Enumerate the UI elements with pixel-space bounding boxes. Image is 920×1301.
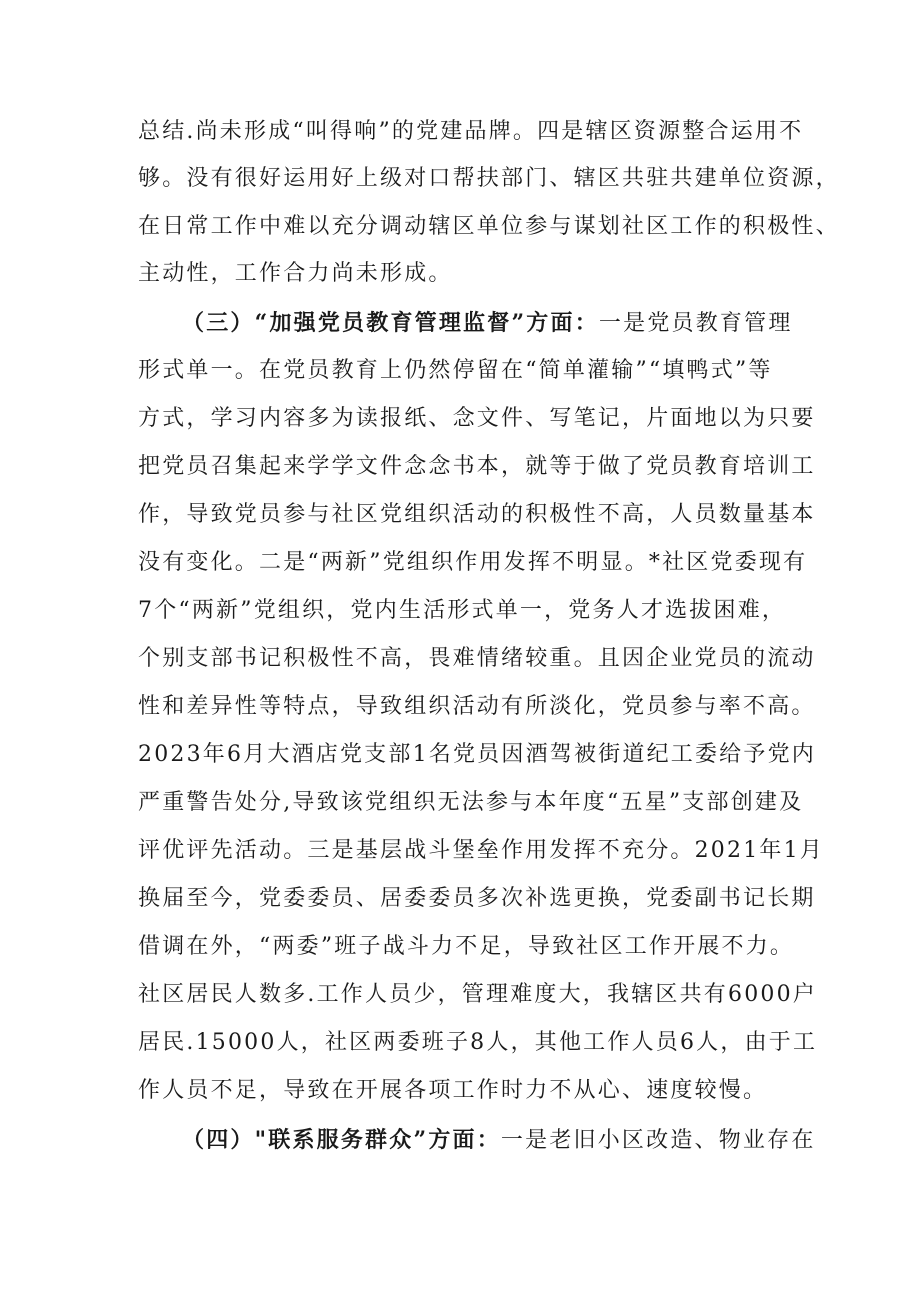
text-line [138,932,798,962]
section-heading: （三）“加强党员教育管理监督”方面： [182,310,599,336]
text-run: 7个“两新”党组织，党内生活形式单一，党务人才选拔困难， [138,598,787,623]
text-line [138,548,808,578]
text-line [138,788,804,818]
text-line [138,404,816,434]
text-line [138,836,824,866]
text-line [138,452,816,482]
text-line [138,884,816,914]
text-line [182,1125,816,1155]
text-line [138,596,798,626]
text-run: 严重警告处分,导致该党组织无法参与本年度“五星”支部创建及 [138,790,804,815]
text-line [138,259,798,289]
text-run: 2023年6月大酒店党支部1名党员因酒驾被街道纪工委给予党内 [138,742,816,767]
text-line [138,212,840,242]
text-line [138,356,798,386]
text-line [138,692,816,722]
text-run: 个别支部书记积极性不高，畏难情绪较重。且因企业党员的流动 [138,646,816,671]
text-run: 形式单一。在党员教育上仍然停留在“简单灌输”“填鸭式”等 [138,358,773,383]
text-line [138,500,816,530]
text-run: 够。没有很好运用好上级对口帮扶部门、辖区共驻共建单位资源， [138,166,840,191]
text-run: 在日常工作中难以充分调动辖区单位参与谋划社区工作的积极性、 [138,214,840,239]
text-run: 作，导致党员参与社区党组织活动的积极性不高，人员数量基本 [138,502,816,527]
text-run: 社区居民人数多.工作人员少，管理难度大，我辖区共有6000户 [138,982,817,1007]
text-line [138,1028,818,1058]
text-run: 评优评先活动。三是基层战斗堡垒作用发挥不充分。2021年1月 [138,838,824,863]
text-run: 性和差异性等特点，导致组织活动有所淡化，党员参与率不高。 [138,694,816,719]
text-line [138,1076,798,1106]
text-line [138,117,804,147]
text-run: 借调在外，“两委”班子战斗力不足，导致社区工作开展不力。 [138,934,795,959]
text-run: 一是老旧小区改造、物业存在 [500,1128,816,1153]
text-run: 作人员不足，导致在开展各项工作时力不从心、速度较慢。 [138,1078,768,1103]
text-run: 没有变化。二是“两新”党组织作用发挥不明显。*社区党委现有 [138,550,808,575]
text-line [138,164,840,194]
text-run: 一是党员教育管理 [598,311,793,336]
section-heading: （四）"联系服务群众”方面： [182,1127,501,1153]
text-run: 把党员召集起来学学文件念念书本，就等于做了党员教育培训工 [138,454,816,479]
text-line [138,740,816,770]
text-run: 主动性，工作合力尚未形成。 [138,261,453,286]
text-line [138,644,816,674]
text-line [182,308,798,338]
text-run: 居民.15000人，社区两委班子8人，其他工作人员6人，由于工 [138,1030,818,1055]
text-line [138,980,817,1010]
text-run: 换届至今，党委委员、居委委员多次补选更换，党委副书记长期 [138,886,816,911]
text-run: 方式，学习内容多为读报纸、念文件、写笔记，片面地以为只要 [138,406,816,431]
text-run: 总结.尚未形成“叫得响”的党建品牌。四是辖区资源整合运用不 [138,119,804,144]
